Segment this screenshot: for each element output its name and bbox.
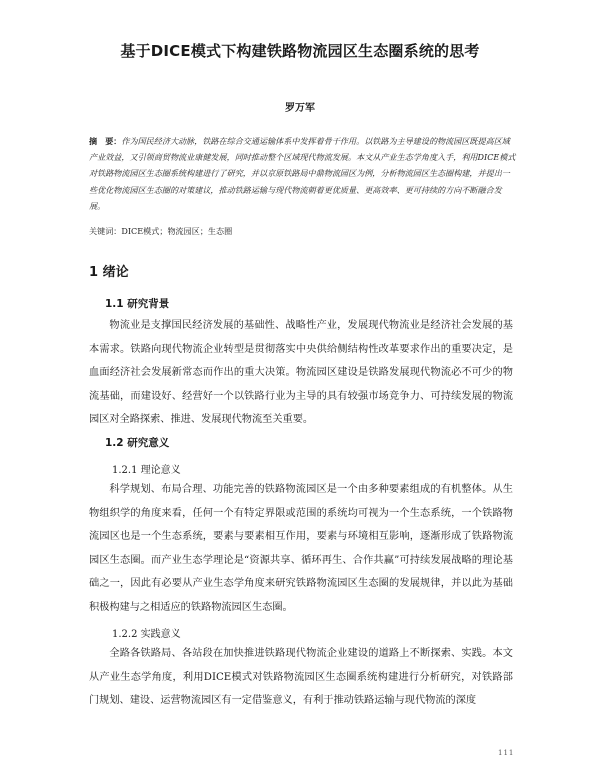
section-heading-1: 1 绪论 — [89, 265, 129, 280]
subsubsection-heading-1-2-2: 1.2.2 实践意义 — [112, 629, 181, 640]
paper-title: 基于DICE模式下构建铁路物流园区生态圈系统的思考 — [120, 42, 480, 60]
keywords: 关键词：DICE模式；物流园区；生态圈 — [89, 226, 233, 236]
author-name: 罗万军 — [285, 103, 315, 114]
paragraph-research-background: 物流业是支撑国民经济发展的基础性、战略性产业，发展现代物流业是经济社会发展的基本需求。铁路向现代物流企业转型是贯彻落实中央供给侧结构性改革要求作出的重要决定，是血面经济社会发展新常态而作出的重大决策。物流园区建设是铁路发展现代物流必不可少的物流基础，而建设好、经营好一个以铁路行业为主导的具有较强市场竞争力、可持续发展的物流园区对全路探索、推进、发展现代物流至关重要。 — [89, 320, 513, 426]
subsection-heading-1-1: 1.1 研究背景 — [105, 298, 170, 310]
page-number: 111 — [498, 749, 515, 757]
subsubsection-heading-1-2-1: 1.2.1 理论意义 — [112, 465, 181, 476]
paragraph-theoretical-significance: 科学规划、布局合理、功能完善的铁路物流园区是一个由多种要素组成的有机整体。从生物组织学的角度来看，任何一个有特定界限或范围的系统均可视为一个生态系统，一个铁路物流园区也是一个生态系统，要素与要素相互作用，要素与环境相互影响，逐渐形成了铁路物流园区生态圈。而产业生态学理论是“资源共享、循环再生、合作共赢”可持续发展战略的理论基础之一，因此有必要从产业生态学角度来研究铁路物流园区生态圈的发展规律，并以此为基础积极构建与之相适应的铁路物流园区生态圈。 — [89, 484, 513, 613]
abstract-label: 摘 要： — [89, 136, 122, 146]
subsection-heading-1-2: 1.2 研究意义 — [105, 437, 170, 449]
abstract-text: 作为国民经济大动脉，铁路在综合交通运输体系中发挥着骨干作用。以铁路为主导建设的物流园区既提高区域产业效益，又引领商贸物流业康健发展，同时推动整个区域现代物流发展。本文从产业生态学角度入手，利用DICE模式对铁路物流园区生态圈系统构建进行了研究，并以京原铁路局中鼎物流园区为例，分析物流园区生态圈构建，并提出一些优化物流园区生态圈的对策建议，推动铁路运输与现代物流朝着更优质量、更高效率、更可持续的方向不断融合发展。 — [89, 136, 516, 211]
paragraph-practical-significance: 全路各铁路局、各站段在加快推进铁路现代物流企业建设的道路上不断探索、实践。本文从产业生态学角度，利用DICE模式对铁路物流园区生态圈系统构建进行分析研究，对铁路部门规划、建设、运营物流园区有一定借鉴意义，有利于推动铁路运输与现代物流的深度 — [89, 648, 513, 707]
abstract — [89, 133, 516, 214]
